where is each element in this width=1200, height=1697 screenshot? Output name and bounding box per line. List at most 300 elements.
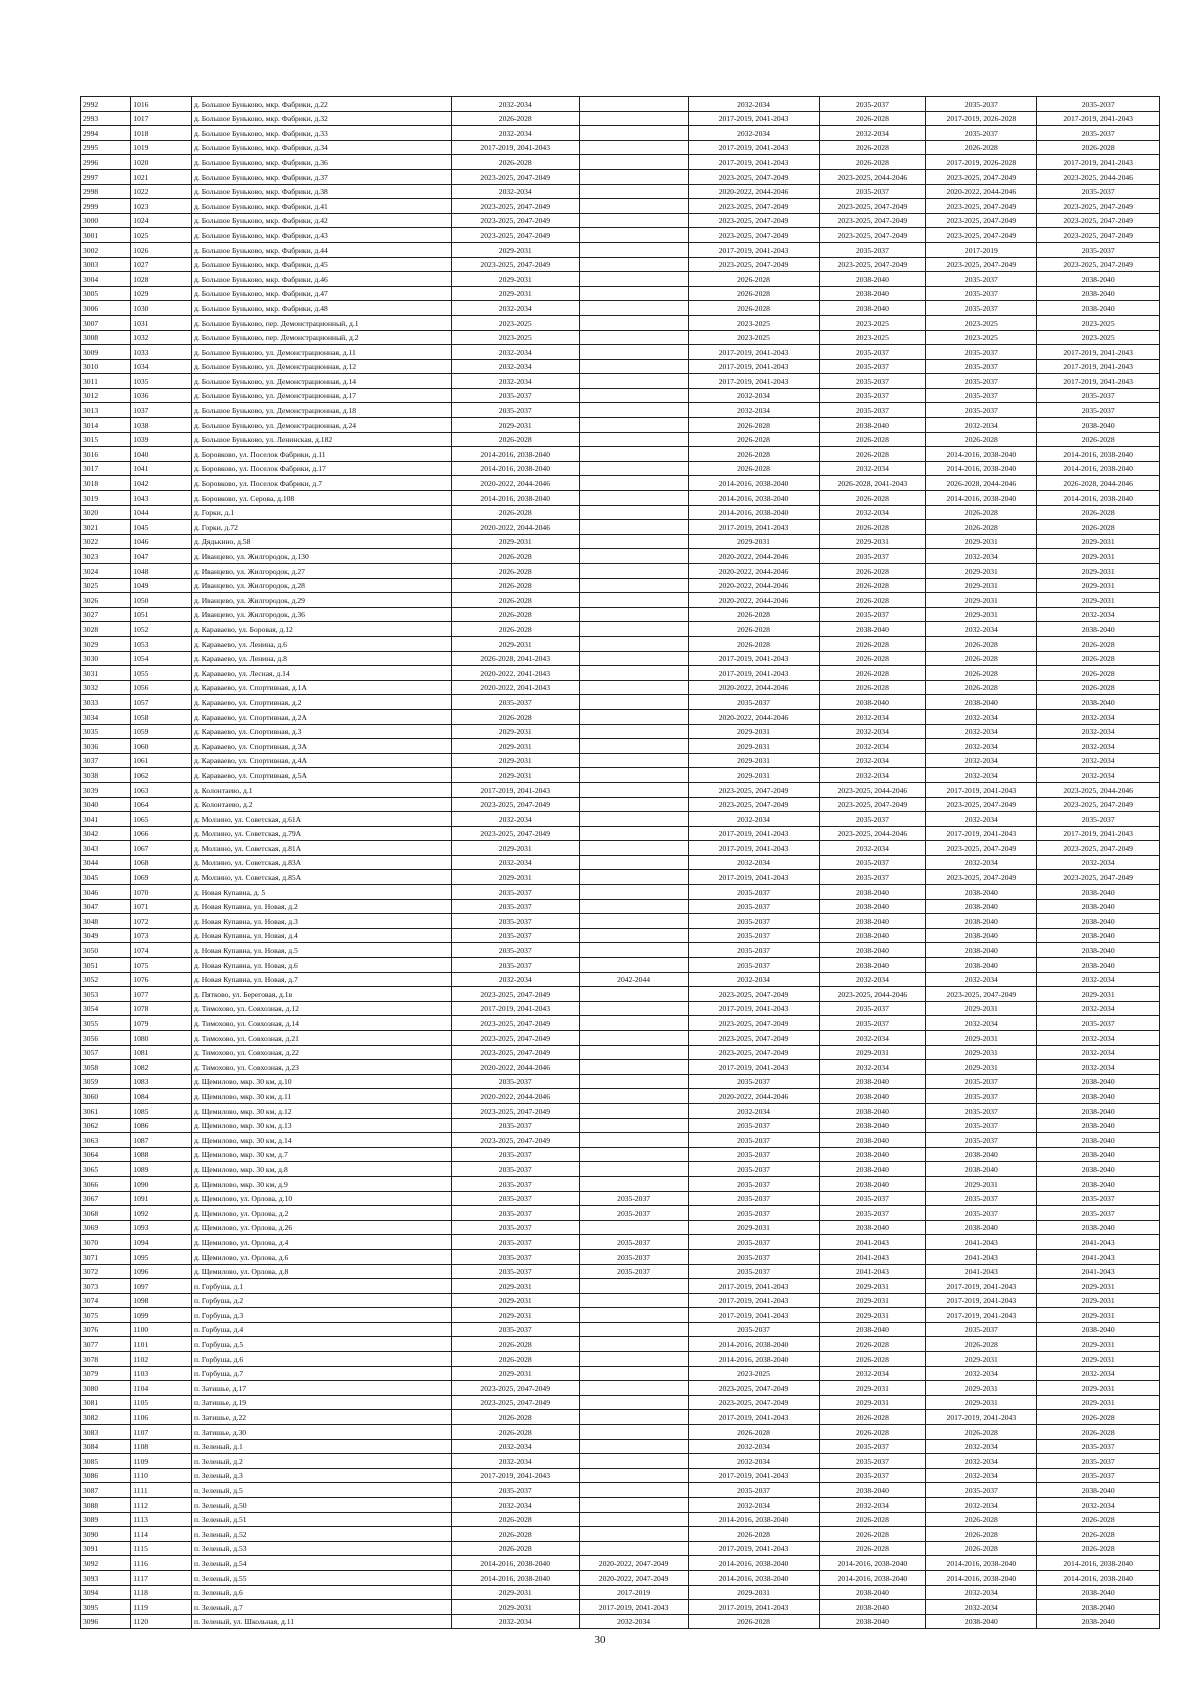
address-cell: п. Горбуша, д.4 <box>192 1322 452 1337</box>
period-cell-3: 2014-2016, 2038-2040 <box>688 476 819 491</box>
house-number-cell: 1024 <box>131 213 192 228</box>
table-row <box>81 1556 1160 1571</box>
house-number-cell: 1107 <box>131 1425 192 1440</box>
period-cell-2 <box>579 593 688 608</box>
period-cell-2 <box>579 739 688 754</box>
period-cell-6: 2017-2019, 2041-2043 <box>1037 345 1160 360</box>
address-cell: д. Дядькино, д.58 <box>192 534 452 549</box>
period-cell-1: 2014-2016, 2038-2040 <box>451 447 579 462</box>
table-row <box>81 885 1160 900</box>
period-cell-1: 2023-2025 <box>451 315 579 330</box>
period-cell-4: 2038-2040 <box>819 1162 926 1177</box>
period-cell-1: 2026-2028 <box>451 1352 579 1367</box>
table-row <box>81 1249 1160 1264</box>
period-cell-2 <box>579 768 688 783</box>
period-cell-5: 2032-2034 <box>926 549 1037 564</box>
period-cell-4: 2038-2040 <box>819 1103 926 1118</box>
period-cell-3: 2035-2037 <box>688 928 819 943</box>
period-cell-6: 2029-2031 <box>1037 593 1160 608</box>
period-cell-1: 2035-2037 <box>451 1206 579 1221</box>
period-cell-5: 2023-2025, 2047-2049 <box>926 987 1037 1002</box>
period-cell-3: 2017-2019, 2041-2043 <box>688 155 819 170</box>
house-number-cell: 1069 <box>131 870 192 885</box>
period-cell-1: 2026-2028 <box>451 564 579 579</box>
row-number-cell: 3077 <box>81 1337 131 1352</box>
address-cell: д. Боровково, ул. Серова, д.108 <box>192 491 452 506</box>
period-cell-6: 2038-2040 <box>1037 899 1160 914</box>
period-cell-1: 2032-2034 <box>451 301 579 316</box>
period-cell-2 <box>579 797 688 812</box>
period-cell-5: 2038-2040 <box>926 958 1037 973</box>
address-cell: д. Щемилово, ул. Орлова, д.6 <box>192 1249 452 1264</box>
period-cell-6: 2032-2034 <box>1037 1001 1160 1016</box>
period-cell-6: 2038-2040 <box>1037 1103 1160 1118</box>
period-cell-3: 2035-2037 <box>688 899 819 914</box>
table-row <box>81 199 1160 214</box>
period-cell-5: 2032-2034 <box>926 418 1037 433</box>
period-cell-2 <box>579 520 688 535</box>
period-cell-2 <box>579 476 688 491</box>
period-cell-6: 2029-2031 <box>1037 1395 1160 1410</box>
period-cell-2 <box>579 418 688 433</box>
row-number-cell: 3057 <box>81 1045 131 1060</box>
period-cell-4: 2035-2037 <box>819 870 926 885</box>
house-number-cell: 1053 <box>131 636 192 651</box>
period-cell-2 <box>579 1439 688 1454</box>
period-cell-3: 2017-2019, 2041-2043 <box>688 242 819 257</box>
period-cell-1: 2032-2034 <box>451 97 579 112</box>
period-cell-3: 2020-2022, 2044-2046 <box>688 709 819 724</box>
period-cell-5: 2017-2019, 2041-2043 <box>926 1279 1037 1294</box>
period-cell-1: 2020-2022, 2041-2043 <box>451 666 579 681</box>
period-cell-6: 2035-2037 <box>1037 126 1160 141</box>
address-cell: д. Большое Буньково, мкр. Фабрики, д.42 <box>192 213 452 228</box>
period-cell-5: 2035-2037 <box>926 1191 1037 1206</box>
period-cell-6: 2026-2028 <box>1037 1512 1160 1527</box>
period-cell-2 <box>579 228 688 243</box>
period-cell-3: 2023-2025, 2047-2049 <box>688 199 819 214</box>
period-cell-5: 2038-2040 <box>926 899 1037 914</box>
period-cell-6: 2032-2034 <box>1037 753 1160 768</box>
period-cell-5: 2023-2025, 2047-2049 <box>926 841 1037 856</box>
period-cell-6: 2014-2016, 2038-2040 <box>1037 461 1160 476</box>
period-cell-4: 2023-2025, 2047-2049 <box>819 797 926 812</box>
row-number-cell: 3073 <box>81 1279 131 1294</box>
period-cell-1: 2014-2016, 2038-2040 <box>451 461 579 476</box>
house-number-cell: 1030 <box>131 301 192 316</box>
period-cell-5: 2029-2031 <box>926 1001 1037 1016</box>
period-cell-1: 2023-2025, 2047-2049 <box>451 1031 579 1046</box>
table-row <box>81 1162 1160 1177</box>
period-cell-2 <box>579 126 688 141</box>
period-cell-4: 2038-2040 <box>819 1147 926 1162</box>
period-cell-3: 2032-2034 <box>688 1454 819 1469</box>
period-cell-4: 2014-2016, 2038-2040 <box>819 1556 926 1571</box>
period-cell-5: 2032-2034 <box>926 1498 1037 1513</box>
period-cell-1: 2014-2016, 2038-2040 <box>451 491 579 506</box>
period-cell-5: 2035-2037 <box>926 1322 1037 1337</box>
period-cell-6: 2032-2034 <box>1037 1031 1160 1046</box>
period-cell-2 <box>579 928 688 943</box>
period-cell-2: 2035-2037 <box>579 1264 688 1279</box>
period-cell-5: 2032-2034 <box>926 724 1037 739</box>
row-number-cell: 3010 <box>81 359 131 374</box>
period-cell-3: 2023-2025, 2047-2049 <box>688 797 819 812</box>
period-cell-5: 2029-2031 <box>926 578 1037 593</box>
period-cell-1: 2023-2025, 2047-2049 <box>451 1045 579 1060</box>
period-cell-3: 2026-2028 <box>688 432 819 447</box>
house-number-cell: 1045 <box>131 520 192 535</box>
house-number-cell: 1117 <box>131 1570 192 1585</box>
period-cell-4: 2029-2031 <box>819 1381 926 1396</box>
address-cell: д. Большое Буньково, ул. Демонстрационная, д.24 <box>192 418 452 433</box>
house-number-cell: 1050 <box>131 593 192 608</box>
house-number-cell: 1092 <box>131 1206 192 1221</box>
period-cell-6: 2026-2028 <box>1037 1410 1160 1425</box>
period-cell-3: 2014-2016, 2038-2040 <box>688 1556 819 1571</box>
house-number-cell: 1028 <box>131 272 192 287</box>
period-cell-5: 2038-2040 <box>926 943 1037 958</box>
period-cell-1: 2032-2034 <box>451 1614 579 1629</box>
period-cell-6: 2017-2019, 2041-2043 <box>1037 111 1160 126</box>
table-row <box>81 1498 1160 1513</box>
address-cell: д. Новая Купавна, ул. Новая, д.5 <box>192 943 452 958</box>
period-cell-4: 2041-2043 <box>819 1249 926 1264</box>
address-cell: д. Караваево, ул. Боровая, д.12 <box>192 622 452 637</box>
period-cell-5: 2038-2040 <box>926 1614 1037 1629</box>
row-number-cell: 3081 <box>81 1395 131 1410</box>
row-number-cell: 3056 <box>81 1031 131 1046</box>
address-cell: п. Зеленый, д.55 <box>192 1570 452 1585</box>
house-number-cell: 1078 <box>131 1001 192 1016</box>
period-cell-2: 2017-2019, 2041-2043 <box>579 1600 688 1615</box>
period-cell-6: 2026-2028 <box>1037 680 1160 695</box>
table-row <box>81 841 1160 856</box>
period-cell-1: 2023-2025, 2047-2049 <box>451 1395 579 1410</box>
period-cell-4: 2014-2016, 2038-2040 <box>819 1570 926 1585</box>
house-number-cell: 1017 <box>131 111 192 126</box>
period-cell-6: 2029-2031 <box>1037 1279 1160 1294</box>
address-cell: д. Боровково, ул. Поселок Фабрики, д.17 <box>192 461 452 476</box>
house-number-cell: 1026 <box>131 242 192 257</box>
period-cell-3: 2026-2028 <box>688 1527 819 1542</box>
period-cell-5: 2023-2025 <box>926 330 1037 345</box>
period-cell-5: 2029-2031 <box>926 534 1037 549</box>
period-cell-6: 2038-2040 <box>1037 301 1160 316</box>
period-cell-6: 2023-2025, 2047-2049 <box>1037 199 1160 214</box>
row-number-cell: 3058 <box>81 1060 131 1075</box>
schedule-table <box>80 96 1160 1629</box>
table-row <box>81 666 1160 681</box>
table-row <box>81 1089 1160 1104</box>
period-cell-3: 2017-2019, 2041-2043 <box>688 1001 819 1016</box>
period-cell-1: 2026-2028 <box>451 432 579 447</box>
row-number-cell: 3078 <box>81 1352 131 1367</box>
table-row <box>81 1191 1160 1206</box>
period-cell-2 <box>579 1425 688 1440</box>
house-number-cell: 1103 <box>131 1366 192 1381</box>
row-number-cell: 3006 <box>81 301 131 316</box>
period-cell-2 <box>579 1322 688 1337</box>
period-cell-6: 2038-2040 <box>1037 1074 1160 1089</box>
row-number-cell: 3026 <box>81 593 131 608</box>
table-row <box>81 1118 1160 1133</box>
row-number-cell: 3075 <box>81 1308 131 1323</box>
row-number-cell: 3085 <box>81 1454 131 1469</box>
period-cell-3: 2023-2025, 2047-2049 <box>688 257 819 272</box>
period-cell-2 <box>579 169 688 184</box>
address-cell: д. Щемилово, ул. Орлова, д.8 <box>192 1264 452 1279</box>
period-cell-4: 2026-2028 <box>819 491 926 506</box>
house-number-cell: 1120 <box>131 1614 192 1629</box>
period-cell-5: 2026-2028 <box>926 1512 1037 1527</box>
period-cell-1: 2029-2031 <box>451 636 579 651</box>
period-cell-4: 2023-2025, 2047-2049 <box>819 199 926 214</box>
period-cell-6: 2026-2028 <box>1037 140 1160 155</box>
address-cell: д. Щемилово, мкр. 30 км, д.10 <box>192 1074 452 1089</box>
period-cell-2 <box>579 432 688 447</box>
period-cell-2 <box>579 491 688 506</box>
period-cell-4: 2032-2034 <box>819 126 926 141</box>
period-cell-1: 2026-2028 <box>451 505 579 520</box>
period-cell-5: 2017-2019, 2041-2043 <box>926 826 1037 841</box>
period-cell-6: 2035-2037 <box>1037 1468 1160 1483</box>
period-cell-5: 2026-2028 <box>926 666 1037 681</box>
period-cell-2 <box>579 1162 688 1177</box>
house-number-cell: 1025 <box>131 228 192 243</box>
house-number-cell: 1090 <box>131 1176 192 1191</box>
period-cell-6: 2038-2040 <box>1037 914 1160 929</box>
address-cell: д. Караваево, ул. Спортивная, д.3 <box>192 724 452 739</box>
period-cell-1: 2026-2028 <box>451 622 579 637</box>
house-number-cell: 1037 <box>131 403 192 418</box>
row-number-cell: 3059 <box>81 1074 131 1089</box>
row-number-cell: 3001 <box>81 228 131 243</box>
table-row <box>81 1074 1160 1089</box>
period-cell-1: 2026-2028 <box>451 1527 579 1542</box>
period-cell-5: 2032-2034 <box>926 739 1037 754</box>
period-cell-6: 2038-2040 <box>1037 1147 1160 1162</box>
house-number-cell: 1075 <box>131 958 192 973</box>
period-cell-4: 2026-2028 <box>819 1425 926 1440</box>
period-cell-3: 2023-2025, 2047-2049 <box>688 1045 819 1060</box>
period-cell-6: 2041-2043 <box>1037 1235 1160 1250</box>
table-row <box>81 257 1160 272</box>
period-cell-6: 2032-2034 <box>1037 1060 1160 1075</box>
house-number-cell: 1116 <box>131 1556 192 1571</box>
address-cell: п. Горбуша, д.2 <box>192 1293 452 1308</box>
table-row <box>81 418 1160 433</box>
period-cell-1: 2023-2025, 2047-2049 <box>451 1016 579 1031</box>
row-number-cell: 3087 <box>81 1483 131 1498</box>
period-cell-1: 2035-2037 <box>451 1074 579 1089</box>
address-cell: д. Новая Купавна, д. 5 <box>192 885 452 900</box>
period-cell-5: 2023-2025, 2047-2049 <box>926 257 1037 272</box>
period-cell-1: 2032-2034 <box>451 812 579 827</box>
table-row <box>81 622 1160 637</box>
period-cell-3: 2023-2025, 2047-2049 <box>688 213 819 228</box>
row-number-cell: 2999 <box>81 199 131 214</box>
row-number-cell: 3067 <box>81 1191 131 1206</box>
house-number-cell: 1110 <box>131 1468 192 1483</box>
period-cell-2 <box>579 1147 688 1162</box>
house-number-cell: 1043 <box>131 491 192 506</box>
table-body <box>81 97 1160 1629</box>
house-number-cell: 1051 <box>131 607 192 622</box>
address-cell: п. Зеленый, д.7 <box>192 1600 452 1615</box>
period-cell-2 <box>579 782 688 797</box>
period-cell-6: 2035-2037 <box>1037 97 1160 112</box>
address-cell: д. Колонтаево, д.1 <box>192 782 452 797</box>
period-cell-5: 2035-2037 <box>926 1074 1037 1089</box>
period-cell-2 <box>579 505 688 520</box>
period-cell-2 <box>579 1337 688 1352</box>
period-cell-5: 2023-2025, 2047-2049 <box>926 199 1037 214</box>
table-row <box>81 1220 1160 1235</box>
period-cell-2 <box>579 812 688 827</box>
row-number-cell: 3052 <box>81 972 131 987</box>
period-cell-5: 2035-2037 <box>926 388 1037 403</box>
period-cell-5: 2023-2025, 2047-2049 <box>926 169 1037 184</box>
period-cell-2 <box>579 359 688 374</box>
house-number-cell: 1073 <box>131 928 192 943</box>
table-row <box>81 1468 1160 1483</box>
period-cell-3: 2035-2037 <box>688 1176 819 1191</box>
table-row <box>81 1614 1160 1629</box>
period-cell-1: 2035-2037 <box>451 1191 579 1206</box>
row-number-cell: 3037 <box>81 753 131 768</box>
period-cell-5: 2026-2028 <box>926 651 1037 666</box>
table-row <box>81 432 1160 447</box>
period-cell-1: 2023-2025, 2047-2049 <box>451 228 579 243</box>
period-cell-1: 2023-2025, 2047-2049 <box>451 1103 579 1118</box>
address-cell: д. Большое Буньково, ул. Демонстрационная, д.11 <box>192 345 452 360</box>
table-row <box>81 272 1160 287</box>
table-row <box>81 549 1160 564</box>
house-number-cell: 1077 <box>131 987 192 1002</box>
row-number-cell: 3076 <box>81 1322 131 1337</box>
period-cell-3: 2035-2037 <box>688 1206 819 1221</box>
period-cell-3: 2032-2034 <box>688 126 819 141</box>
address-cell: д. Молзино, ул. Советская, д.85А <box>192 870 452 885</box>
period-cell-5: 2035-2037 <box>926 1089 1037 1104</box>
address-cell: д. Иванцево, ул. Жилгородок, д.28 <box>192 578 452 593</box>
period-cell-3: 2035-2037 <box>688 1147 819 1162</box>
row-number-cell: 3002 <box>81 242 131 257</box>
period-cell-2 <box>579 155 688 170</box>
period-cell-1: 2035-2037 <box>451 928 579 943</box>
row-number-cell: 3003 <box>81 257 131 272</box>
period-cell-5: 2035-2037 <box>926 301 1037 316</box>
period-cell-5: 2029-2031 <box>926 564 1037 579</box>
row-number-cell: 3038 <box>81 768 131 783</box>
period-cell-3: 2023-2025 <box>688 330 819 345</box>
table-row <box>81 126 1160 141</box>
period-cell-1: 2026-2028 <box>451 1512 579 1527</box>
period-cell-4: 2029-2031 <box>819 534 926 549</box>
period-cell-3: 2032-2034 <box>688 855 819 870</box>
table-row <box>81 1585 1160 1600</box>
period-cell-1: 2035-2037 <box>451 899 579 914</box>
address-cell: п. Зеленый, д.2 <box>192 1454 452 1469</box>
period-cell-5: 2038-2040 <box>926 914 1037 929</box>
address-cell: д. Тимохово, ул. Совхозная, д.12 <box>192 1001 452 1016</box>
period-cell-4: 2035-2037 <box>819 184 926 199</box>
period-cell-3: 2035-2037 <box>688 914 819 929</box>
period-cell-1: 2026-2028 <box>451 155 579 170</box>
period-cell-6: 2023-2025 <box>1037 330 1160 345</box>
table-row <box>81 1176 1160 1191</box>
period-cell-3: 2020-2022, 2044-2046 <box>688 593 819 608</box>
period-cell-3: 2017-2019, 2041-2043 <box>688 666 819 681</box>
period-cell-4: 2026-2028 <box>819 680 926 695</box>
period-cell-5: 2023-2025, 2047-2049 <box>926 213 1037 228</box>
house-number-cell: 1052 <box>131 622 192 637</box>
period-cell-3: 2026-2028 <box>688 1614 819 1629</box>
address-cell: п. Зеленый, д.3 <box>192 1468 452 1483</box>
house-number-cell: 1108 <box>131 1439 192 1454</box>
house-number-cell: 1022 <box>131 184 192 199</box>
period-cell-6: 2032-2034 <box>1037 607 1160 622</box>
period-cell-1: 2023-2025, 2047-2049 <box>451 199 579 214</box>
period-cell-4: 2038-2040 <box>819 943 926 958</box>
period-cell-3: 2023-2025, 2047-2049 <box>688 782 819 797</box>
period-cell-5: 2026-2028 <box>926 636 1037 651</box>
period-cell-3: 2035-2037 <box>688 1235 819 1250</box>
address-cell: д. Тимохово, ул. Совхозная, д.14 <box>192 1016 452 1031</box>
period-cell-3: 2035-2037 <box>688 885 819 900</box>
period-cell-1: 2032-2034 <box>451 1454 579 1469</box>
period-cell-2: 2035-2037 <box>579 1191 688 1206</box>
row-number-cell: 3072 <box>81 1264 131 1279</box>
period-cell-5: 2026-2028 <box>926 505 1037 520</box>
period-cell-6: 2038-2040 <box>1037 1176 1160 1191</box>
period-cell-5: 2029-2031 <box>926 1381 1037 1396</box>
house-number-cell: 1093 <box>131 1220 192 1235</box>
period-cell-6: 2023-2025, 2047-2049 <box>1037 213 1160 228</box>
period-cell-6: 2038-2040 <box>1037 1322 1160 1337</box>
house-number-cell: 1109 <box>131 1454 192 1469</box>
period-cell-4: 2023-2025, 2044-2046 <box>819 987 926 1002</box>
house-number-cell: 1072 <box>131 914 192 929</box>
period-cell-4: 2038-2040 <box>819 914 926 929</box>
period-cell-6: 2023-2025, 2047-2049 <box>1037 841 1160 856</box>
period-cell-6: 2026-2028 <box>1037 432 1160 447</box>
address-cell: п. Горбуша, д.3 <box>192 1308 452 1323</box>
period-cell-3: 2014-2016, 2038-2040 <box>688 1352 819 1367</box>
period-cell-2 <box>579 1512 688 1527</box>
period-cell-5: 2014-2016, 2038-2040 <box>926 1570 1037 1585</box>
address-cell: д. Новая Купавна, ул. Новая, д.3 <box>192 914 452 929</box>
table-row <box>81 1045 1160 1060</box>
period-cell-1: 2032-2034 <box>451 345 579 360</box>
address-cell: д. Большое Буньково, мкр. Фабрики, д.46 <box>192 272 452 287</box>
address-cell: д. Щемилово, ул. Орлова, д.10 <box>192 1191 452 1206</box>
table-row <box>81 1410 1160 1425</box>
table-row <box>81 1293 1160 1308</box>
period-cell-3: 2017-2019, 2041-2043 <box>688 841 819 856</box>
house-number-cell: 1064 <box>131 797 192 812</box>
period-cell-2: 2042-2044 <box>579 972 688 987</box>
period-cell-5: 2041-2043 <box>926 1264 1037 1279</box>
address-cell: п. Горбуша, д.6 <box>192 1352 452 1367</box>
period-cell-1: 2035-2037 <box>451 1220 579 1235</box>
table-row <box>81 928 1160 943</box>
period-cell-4: 2026-2028 <box>819 666 926 681</box>
house-number-cell: 1062 <box>131 768 192 783</box>
house-number-cell: 1083 <box>131 1074 192 1089</box>
period-cell-2 <box>579 622 688 637</box>
